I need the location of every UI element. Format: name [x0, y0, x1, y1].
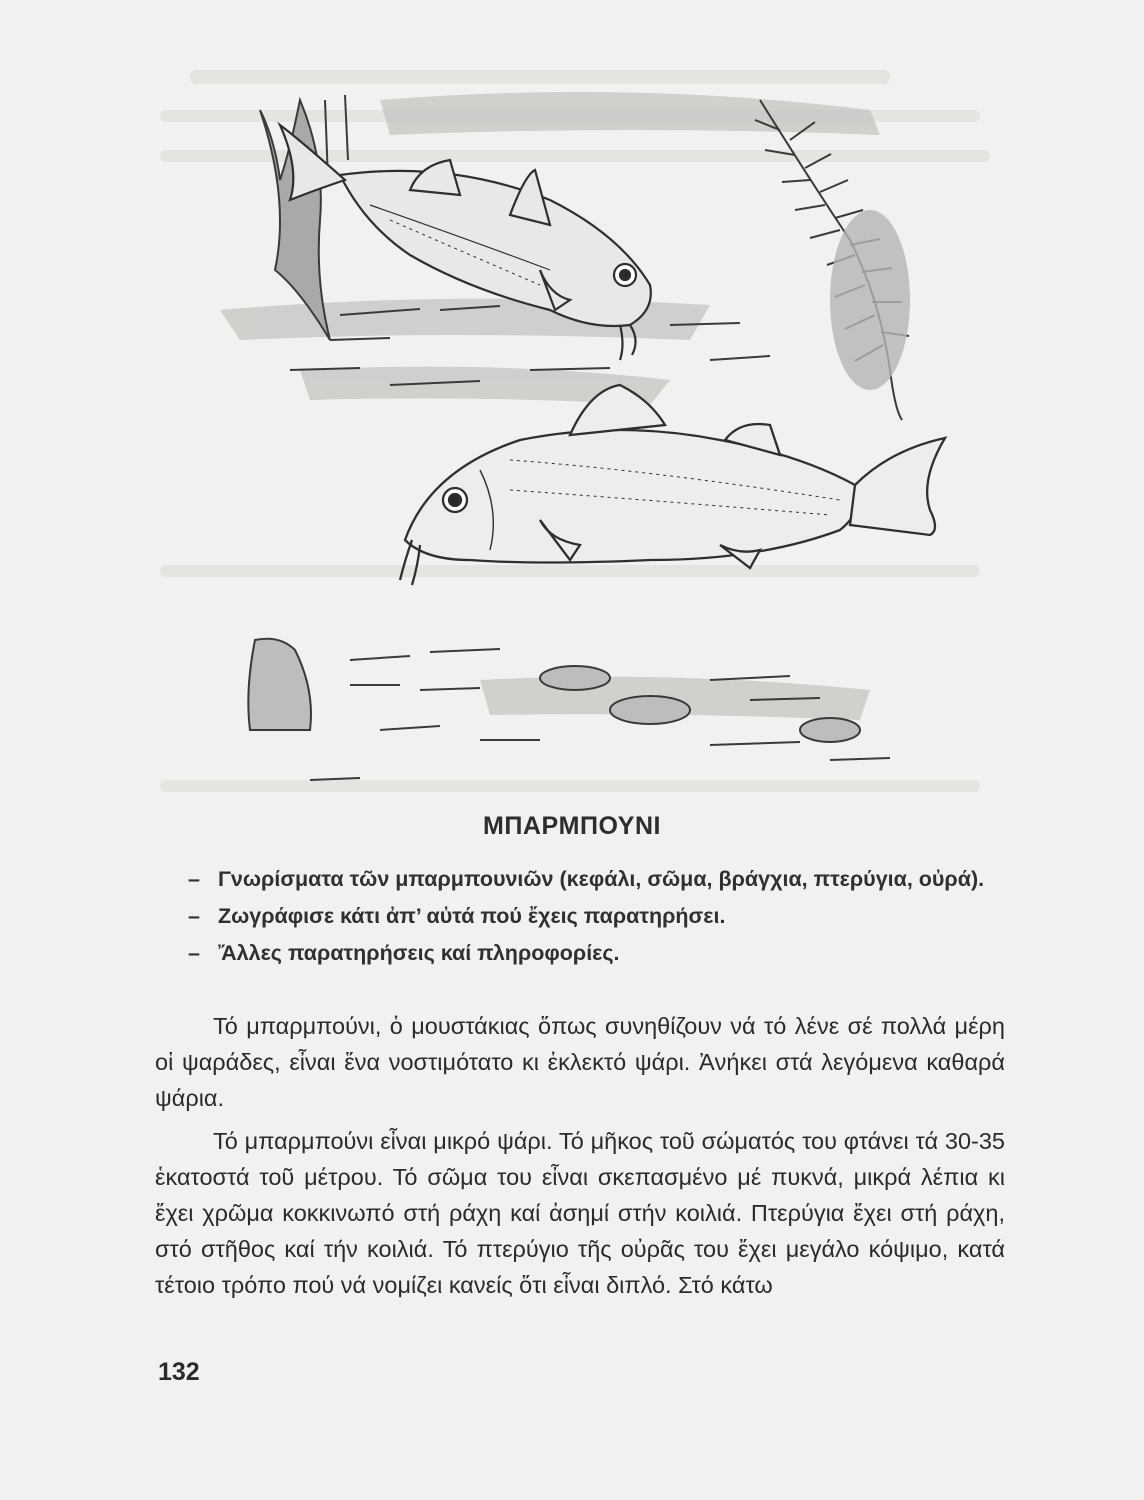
question-item — [188, 901, 988, 932]
list-dash: – — [188, 941, 200, 965]
question-item — [188, 938, 988, 969]
question-text: Ζωγράφισε κάτι ἀπ’ αὐτά πού ἔχεις παρατηρήσει. — [218, 904, 726, 928]
question-item — [188, 864, 988, 895]
seaweed-right-wash — [830, 210, 910, 390]
paragraph: Τό μπαρμπούνι εἶναι μικρό ψάρι. Τό μῆκος τοῦ σώματός του φτάνει τά 30-35 ἑκατοστά τοῦ μέτρου. Τό σῶμα του εἶναι σκεπασμένο μέ πυκνά, μικρά λέπια κι ἔχει χρῶμα κοκκινωπό στή ράχη καί ἀσημί στήν κοιλιά. Πτερύγια ἔχει στή ράχη, στό στῆθος καί τήν κοιλιά. Τό πτερύγιο τῆς οὐρᾶς του ἔχει μεγάλο κόψιμο, κατά τέτοιο τρόπο πού νά νομίζει κανείς ὅτι εἶναι διπλό. Στό κάτω — [155, 1128, 1005, 1298]
section-heading: ΜΠΑΡΜΠΟΥΝΙ — [483, 812, 661, 840]
observation-questions — [188, 864, 988, 975]
mullet-drawing — [150, 40, 1020, 800]
question-text: Ἄλλες παρατηρήσεις καί πληροφορίες. — [218, 941, 620, 965]
lower-mullet — [400, 385, 945, 585]
list-dash: – — [188, 904, 200, 928]
list-dash: – — [188, 867, 200, 891]
question-text: Γνωρίσματα τῶν μπαρμπουνιῶν (κεφάλι, σῶμα, βράγχια, πτερύγια, οὐρά). — [218, 867, 985, 891]
body-text — [155, 1008, 1005, 1310]
paragraph: Τό μπαρμπούνι, ὁ μουστάκιας ὅπως συνηθίζουν νά τό λένε σέ πολλά μέρη οἱ ψαράδες, εἶναι ἕνα νοστιμότατο κι ἐκλεκτό ψάρι. Ἀνήκει στά λεγόμενα καθαρά ψάρια. — [155, 1013, 1005, 1111]
page-number: 132 — [158, 1358, 200, 1386]
fish-illustration — [150, 40, 1020, 800]
